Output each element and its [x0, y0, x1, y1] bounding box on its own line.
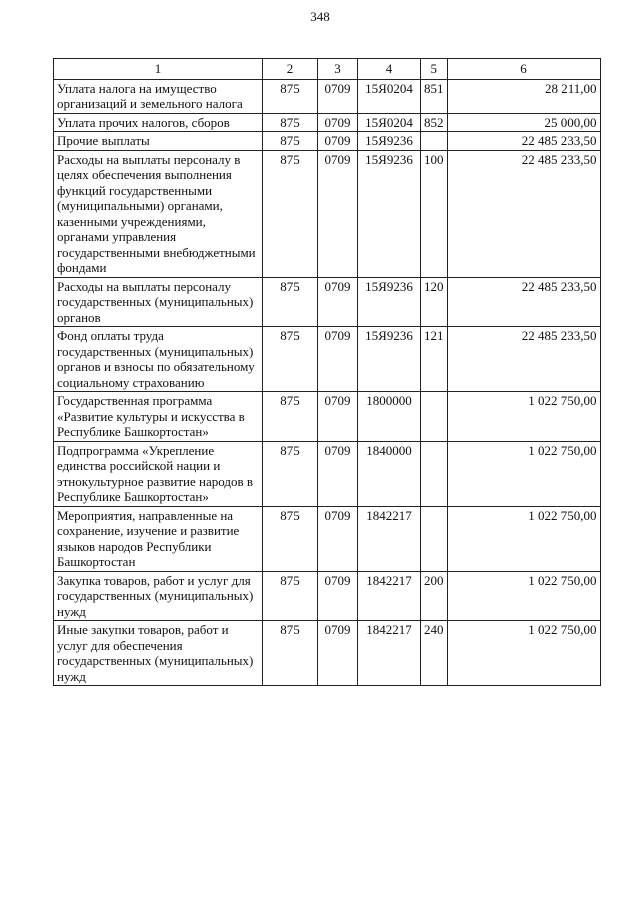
expense-type-cell [421, 506, 448, 571]
ministry-code-cell: 875 [263, 441, 318, 506]
row-name-cell: Уплата налога на имущество организаций и земельного налога [54, 79, 263, 113]
expense-type-cell [421, 132, 448, 151]
table-body [54, 79, 601, 686]
target-code-cell: 1842217 [358, 506, 421, 571]
section-code-cell: 0709 [318, 441, 358, 506]
row-name-cell: Прочие выплаты [54, 132, 263, 151]
expense-type-cell [421, 392, 448, 442]
ministry-code-cell: 875 [263, 327, 318, 392]
header-row [54, 59, 601, 80]
ministry-code-cell: 875 [263, 571, 318, 621]
amount-cell: 22 485 233,50 [447, 150, 600, 277]
section-code-cell: 0709 [318, 113, 358, 132]
target-code-cell: 15Я9236 [358, 150, 421, 277]
row-name-cell: Государственная программа «Развитие культуры и искусства в Республике Башкортостан» [54, 392, 263, 442]
section-code-cell: 0709 [318, 571, 358, 621]
amount-cell: 1 022 750,00 [447, 621, 600, 686]
row-name-cell: Иные закупки товаров, работ и услуг для обеспечения государственных (муниципальных) нужд [54, 621, 263, 686]
amount-cell: 1 022 750,00 [447, 392, 600, 442]
expense-type-cell: 100 [421, 150, 448, 277]
expense-type-cell: 851 [421, 79, 448, 113]
section-code-cell: 0709 [318, 506, 358, 571]
amount-cell: 22 485 233,50 [447, 327, 600, 392]
ministry-code-cell: 875 [263, 621, 318, 686]
table-row [54, 79, 601, 113]
row-name-cell: Подпрограмма «Укрепление единства российской нации и этнокультурное развитие народов в Республике Башкортостан» [54, 441, 263, 506]
amount-cell: 1 022 750,00 [447, 571, 600, 621]
amount-cell: 25 000,00 [447, 113, 600, 132]
section-code-cell: 0709 [318, 327, 358, 392]
amount-cell: 28 211,00 [447, 79, 600, 113]
target-code-cell: 15Я9236 [358, 277, 421, 327]
ministry-code-cell: 875 [263, 277, 318, 327]
amount-cell: 22 485 233,50 [447, 277, 600, 327]
expense-type-cell: 121 [421, 327, 448, 392]
target-code-cell: 1800000 [358, 392, 421, 442]
row-name-cell: Уплата прочих налогов, сборов [54, 113, 263, 132]
column-header: 5 [421, 59, 448, 80]
ministry-code-cell: 875 [263, 132, 318, 151]
table-row [54, 277, 601, 327]
table-row [54, 506, 601, 571]
row-name-cell: Закупка товаров, работ и услуг для государственных (муниципальных) нужд [54, 571, 263, 621]
expense-type-cell: 240 [421, 621, 448, 686]
table-row [54, 441, 601, 506]
amount-cell: 22 485 233,50 [447, 132, 600, 151]
row-name-cell: Фонд оплаты труда государственных (муниципальных) органов и взносы по обязательному социальному страхованию [54, 327, 263, 392]
target-code-cell: 15Я9236 [358, 132, 421, 151]
target-code-cell: 1842217 [358, 621, 421, 686]
column-header: 6 [447, 59, 600, 80]
amount-cell: 1 022 750,00 [447, 441, 600, 506]
expense-type-cell [421, 441, 448, 506]
expense-type-cell: 120 [421, 277, 448, 327]
page-number: 348 [310, 9, 330, 24]
section-code-cell: 0709 [318, 132, 358, 151]
ministry-code-cell: 875 [263, 506, 318, 571]
table-row [54, 150, 601, 277]
target-code-cell: 1842217 [358, 571, 421, 621]
ministry-code-cell: 875 [263, 113, 318, 132]
row-name-cell: Расходы на выплаты персоналу государственных (муниципальных) органов [54, 277, 263, 327]
table-row [54, 621, 601, 686]
table-row [54, 113, 601, 132]
target-code-cell: 1840000 [358, 441, 421, 506]
budget-table [53, 58, 601, 686]
table-row [54, 132, 601, 151]
target-code-cell: 15Я0204 [358, 79, 421, 113]
ministry-code-cell: 875 [263, 79, 318, 113]
table-row [54, 571, 601, 621]
amount-cell: 1 022 750,00 [447, 506, 600, 571]
column-header: 4 [358, 59, 421, 80]
row-name-cell: Расходы на выплаты персоналу в целях обеспечения выполнения функций государственными (муниципальными) органами, казенными учреждениями, органами управления государственными внебюджетными фондами [54, 150, 263, 277]
section-code-cell: 0709 [318, 150, 358, 277]
column-header: 1 [54, 59, 263, 80]
column-header: 3 [318, 59, 358, 80]
expense-type-cell: 852 [421, 113, 448, 132]
expense-type-cell: 200 [421, 571, 448, 621]
section-code-cell: 0709 [318, 621, 358, 686]
row-name-cell: Мероприятия, направленные на сохранение, изучение и развитие языков народов Республики Башкортостан [54, 506, 263, 571]
target-code-cell: 15Я9236 [358, 327, 421, 392]
ministry-code-cell: 875 [263, 150, 318, 277]
section-code-cell: 0709 [318, 392, 358, 442]
section-code-cell: 0709 [318, 79, 358, 113]
table-row [54, 392, 601, 442]
section-code-cell: 0709 [318, 277, 358, 327]
ministry-code-cell: 875 [263, 392, 318, 442]
column-header: 2 [263, 59, 318, 80]
table-row [54, 327, 601, 392]
target-code-cell: 15Я0204 [358, 113, 421, 132]
